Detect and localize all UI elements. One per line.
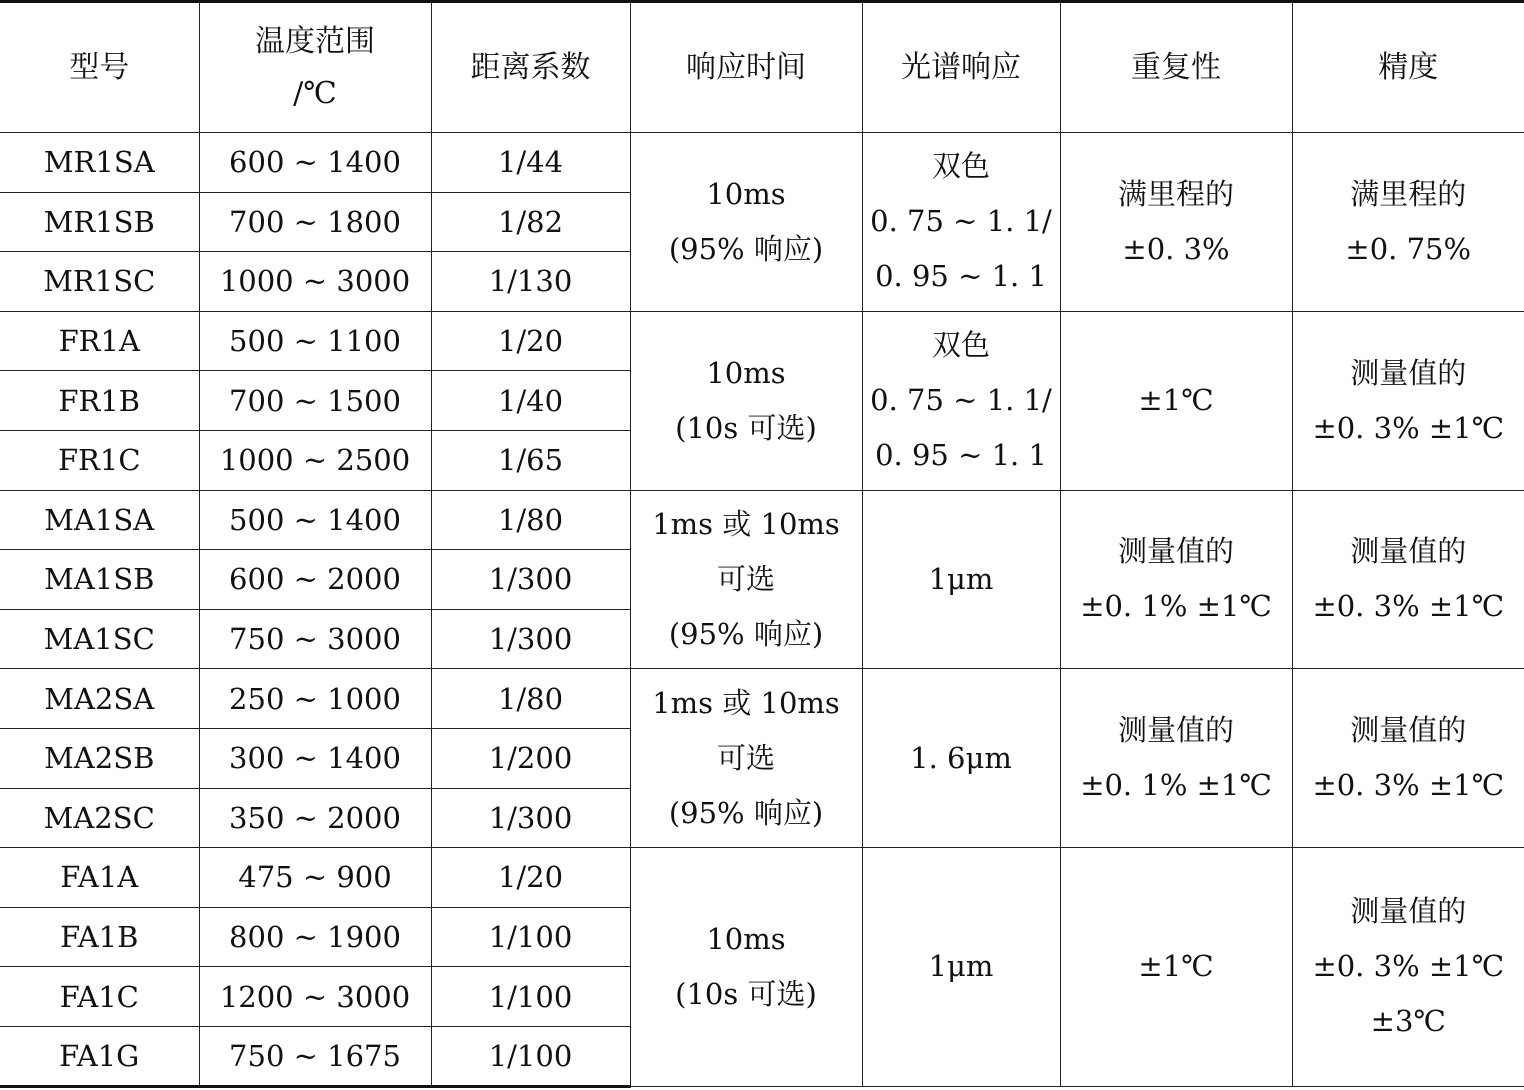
cell-model: MA1SA [0, 490, 199, 550]
cell-model: FA1G [0, 1026, 199, 1086]
header-temperature-unit: /℃ [293, 75, 337, 111]
cell-model: MA1SC [0, 609, 199, 669]
header-spectral-response-label: 光谱响应 [901, 49, 1021, 85]
cell-distance-ratio: 1/82 [431, 192, 630, 252]
response-time-line: 1ms 或 10ms [652, 685, 840, 720]
cell-distance-ratio: 1/44 [431, 133, 630, 193]
cell-temperature-range: 750 ~ 1675 [199, 1026, 431, 1086]
header-distance-ratio [431, 2, 630, 133]
repeatability-line: 测量值的 [1117, 713, 1234, 748]
cell-distance-ratio: 1/300 [431, 609, 630, 669]
cell-accuracy [1292, 490, 1524, 669]
repeatability-line: ±1℃ [1138, 383, 1214, 418]
cell-spectral-response [862, 669, 1060, 848]
repeatability-line: ±0. 1% ±1℃ [1080, 589, 1272, 624]
cell-model: MA2SA [0, 669, 199, 729]
table-body [0, 133, 1524, 1087]
header-response-time-label: 响应时间 [686, 49, 806, 85]
header-row [0, 2, 1524, 133]
header-accuracy-label: 精度 [1378, 49, 1439, 85]
repeatability-line: ±0. 3% [1122, 231, 1230, 266]
table-row [0, 133, 1524, 193]
cell-model: MA2SB [0, 728, 199, 788]
cell-repeatability [1060, 490, 1292, 669]
cell-repeatability [1060, 311, 1292, 490]
cell-model: FR1A [0, 311, 199, 371]
cell-temperature-range: 700 ~ 1500 [199, 371, 431, 431]
cell-temperature-range: 250 ~ 1000 [199, 669, 431, 729]
cell-repeatability [1060, 669, 1292, 848]
spectral-response-line: 0. 95 ~ 1. 1 [875, 438, 1047, 473]
response-time-line: (95% 响应) [668, 231, 824, 266]
cell-temperature-range: 600 ~ 2000 [199, 550, 431, 610]
accuracy-line: ±0. 3% ±1℃ [1312, 589, 1505, 624]
cell-temperature-range: 475 ~ 900 [199, 848, 431, 908]
table-header [0, 2, 1524, 133]
spectral-response-line: 双色 [931, 149, 990, 184]
cell-model: MR1SA [0, 133, 199, 193]
cell-accuracy [1292, 133, 1524, 312]
cell-model: FR1C [0, 430, 199, 490]
accuracy-line: ±0. 75% [1345, 231, 1472, 266]
cell-response-time [630, 848, 862, 1086]
response-time-line: 可选 [716, 561, 775, 596]
accuracy-line: 测量值的 [1350, 355, 1467, 390]
header-spectral-response [862, 2, 1060, 133]
cell-spectral-response [862, 848, 1060, 1086]
accuracy-line: ±3℃ [1370, 1004, 1446, 1039]
cell-distance-ratio: 1/65 [431, 430, 630, 490]
cell-response-time [630, 490, 862, 669]
spectral-response-line: 双色 [931, 328, 990, 363]
cell-model: MA2SC [0, 788, 199, 848]
accuracy-line: 测量值的 [1350, 894, 1467, 929]
header-accuracy [1292, 2, 1524, 133]
cell-temperature-range: 300 ~ 1400 [199, 728, 431, 788]
cell-accuracy [1292, 669, 1524, 848]
cell-distance-ratio: 1/100 [431, 967, 630, 1027]
response-time-line: (10s 可选) [675, 976, 817, 1011]
cell-response-time [630, 133, 862, 312]
header-temperature-range [199, 2, 431, 133]
cell-spectral-response [862, 133, 1060, 312]
table-row [0, 490, 1524, 550]
header-model [0, 2, 199, 133]
spectral-response-line: 0. 75 ~ 1. 1/ [870, 204, 1052, 239]
cell-temperature-range: 1000 ~ 2500 [199, 430, 431, 490]
accuracy-line: ±0. 3% ±1℃ [1312, 949, 1505, 984]
cell-model: MR1SB [0, 192, 199, 252]
table-row [0, 848, 1524, 908]
cell-distance-ratio: 1/100 [431, 907, 630, 967]
header-response-time [630, 2, 862, 133]
spectral-response-line: 1μm [928, 949, 994, 984]
repeatability-line: 满里程的 [1117, 176, 1234, 211]
table-row [0, 311, 1524, 371]
cell-distance-ratio: 1/200 [431, 728, 630, 788]
header-repeatability-label: 重复性 [1131, 49, 1221, 85]
cell-temperature-range: 800 ~ 1900 [199, 907, 431, 967]
cell-model: FR1B [0, 371, 199, 431]
cell-spectral-response [862, 490, 1060, 669]
cell-temperature-range: 750 ~ 3000 [199, 609, 431, 669]
accuracy-line: 满里程的 [1350, 176, 1467, 211]
cell-temperature-range: 500 ~ 1400 [199, 490, 431, 550]
cell-model: FA1A [0, 848, 199, 908]
cell-temperature-range: 350 ~ 2000 [199, 788, 431, 848]
header-distance-ratio-label: 距离系数 [470, 49, 591, 85]
response-time-line: 可选 [716, 740, 775, 775]
cell-distance-ratio: 1/300 [431, 788, 630, 848]
spectral-response-line: 0. 95 ~ 1. 1 [875, 259, 1047, 294]
cell-response-time [630, 669, 862, 848]
cell-model: MA1SB [0, 550, 199, 610]
header-model-label: 型号 [69, 49, 130, 85]
cell-distance-ratio: 1/20 [431, 311, 630, 371]
cell-temperature-range: 1200 ~ 3000 [199, 967, 431, 1027]
table-row [0, 669, 1524, 729]
cell-distance-ratio: 1/300 [431, 550, 630, 610]
repeatability-line: 测量值的 [1117, 534, 1234, 569]
header-repeatability [1060, 2, 1292, 133]
response-time-line: 10ms [706, 921, 786, 956]
cell-distance-ratio: 1/130 [431, 252, 630, 312]
repeatability-line: ±0. 1% ±1℃ [1080, 768, 1272, 803]
cell-distance-ratio: 1/40 [431, 371, 630, 431]
cell-spectral-response [862, 311, 1060, 490]
accuracy-line: 测量值的 [1350, 534, 1467, 569]
cell-distance-ratio: 1/100 [431, 1026, 630, 1086]
cell-temperature-range: 700 ~ 1800 [199, 192, 431, 252]
response-time-line: 10ms [706, 355, 786, 390]
cell-temperature-range: 600 ~ 1400 [199, 133, 431, 193]
accuracy-line: 测量值的 [1350, 713, 1467, 748]
cell-repeatability [1060, 848, 1292, 1086]
repeatability-line: ±1℃ [1138, 949, 1214, 984]
cell-model: FA1C [0, 967, 199, 1027]
cell-temperature-range: 1000 ~ 3000 [199, 252, 431, 312]
response-time-line: (95% 响应) [668, 616, 824, 651]
response-time-line: 1ms 或 10ms [652, 506, 840, 541]
cell-model: MR1SC [0, 252, 199, 312]
cell-repeatability [1060, 133, 1292, 312]
cell-distance-ratio: 1/80 [431, 490, 630, 550]
cell-temperature-range: 500 ~ 1100 [199, 311, 431, 371]
accuracy-line: ±0. 3% ±1℃ [1312, 768, 1505, 803]
response-time-line: 10ms [706, 176, 786, 211]
cell-model: FA1B [0, 907, 199, 967]
header-temperature-range-label: 温度范围 [255, 23, 375, 59]
spectral-response-line: 1μm [928, 561, 994, 596]
cell-accuracy [1292, 848, 1524, 1086]
cell-distance-ratio: 1/20 [431, 848, 630, 908]
accuracy-line: ±0. 3% ±1℃ [1312, 410, 1505, 445]
cell-distance-ratio: 1/80 [431, 669, 630, 729]
cell-response-time [630, 311, 862, 490]
response-time-line: (10s 可选) [675, 410, 817, 445]
response-time-line: (95% 响应) [668, 795, 824, 830]
spectral-response-line: 1. 6μm [910, 740, 1012, 775]
cell-accuracy [1292, 311, 1524, 490]
spectral-response-line: 0. 75 ~ 1. 1/ [870, 383, 1052, 418]
